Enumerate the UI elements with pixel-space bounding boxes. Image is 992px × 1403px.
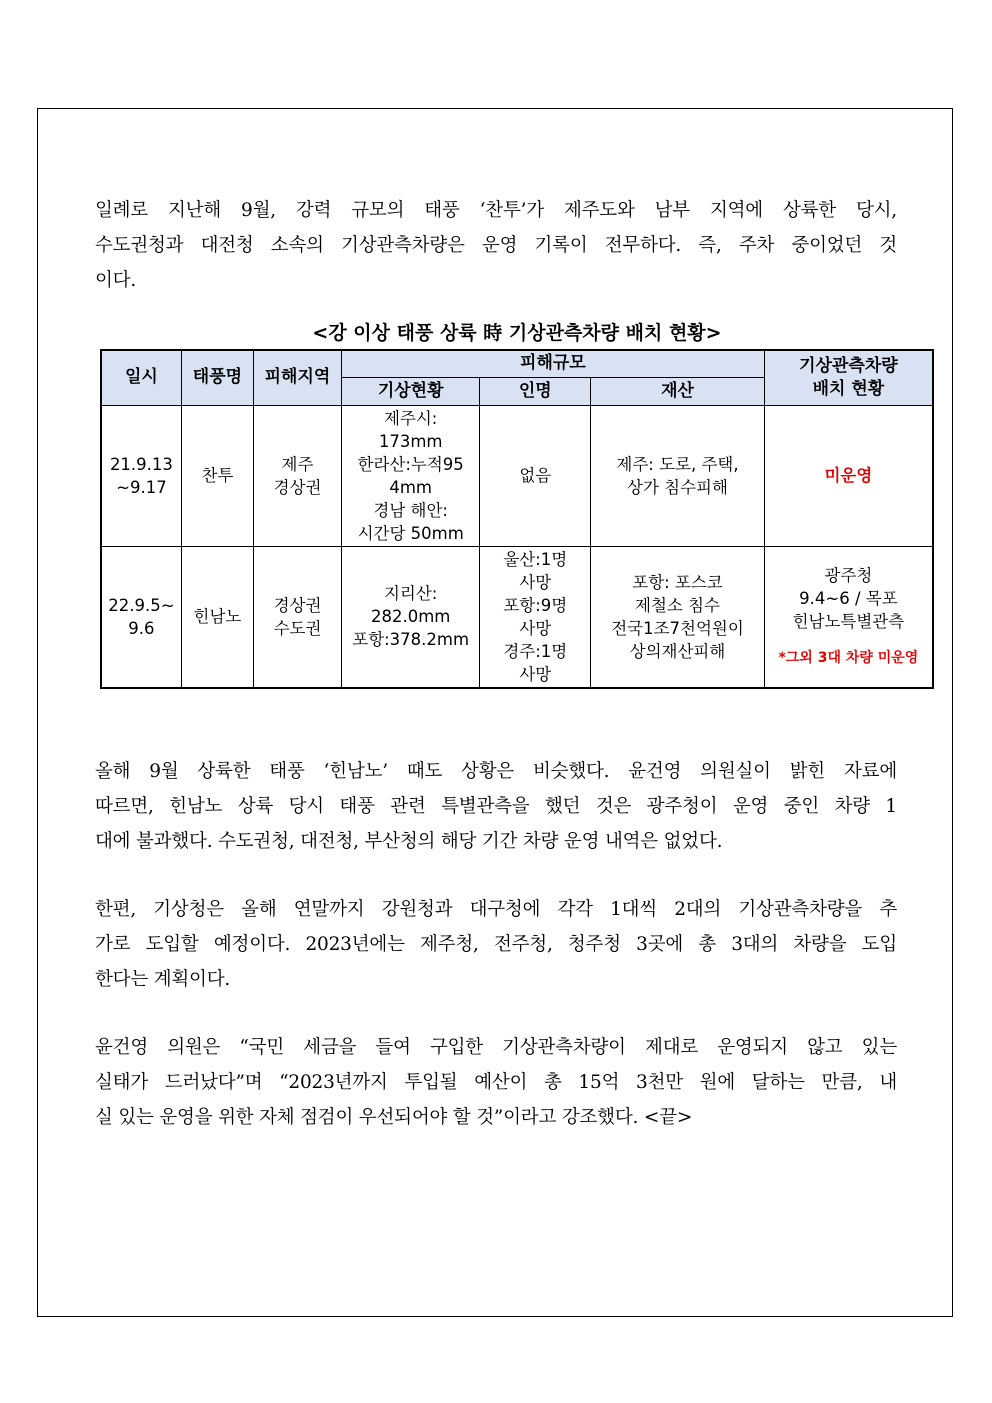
cell-line: 지리산: [383, 584, 438, 604]
cell-date [101, 546, 181, 688]
cell-line: 사망 [519, 572, 552, 592]
cell-line: 사망 [519, 664, 552, 684]
cell-vehicle-status [764, 405, 933, 546]
cell-line: 시간당 50mm [357, 523, 464, 543]
cell-property [591, 405, 765, 546]
cell-region [254, 405, 342, 546]
cell-line: 282.0mm [370, 607, 451, 627]
cell-line: 없음 [519, 466, 552, 485]
cell-line: 상의재산피해 [629, 641, 726, 661]
cell-line: 21.9.13 [109, 454, 173, 474]
text-line: 일례로 지난해 9월, 강력 규모의 태풍 ‘찬투’가 제주도와 남부 지역에 상륙한 당시, [95, 200, 897, 221]
cell-weather [341, 546, 479, 688]
paragraph-2 [95, 754, 897, 859]
header-vehicle-status [764, 350, 933, 405]
cell-property [591, 546, 765, 688]
header-vehicle-line: 배치 현황 [812, 378, 885, 399]
table-row [101, 546, 933, 688]
text-line: 이다. [95, 270, 137, 291]
typhoon-vehicle-table [100, 349, 934, 689]
table-row [101, 405, 933, 546]
text-line: 실태가 드러났다”며 “2023년까지 투입될 예산이 총 15억 3천만 원에 달하는 만큼, 내 [95, 1072, 897, 1093]
cell-line: 포항:9명 [503, 595, 568, 615]
cell-line: 수도권 [273, 618, 322, 638]
cell-casualties [480, 546, 591, 688]
cell-line: 9.6 [128, 618, 155, 638]
not-operated-badge: 미운영 [824, 466, 873, 485]
cell-region [254, 546, 342, 688]
header-typhoon-name: 태풍명 [181, 350, 253, 405]
cell-line: 전국1조7천억원이 [611, 618, 744, 638]
paragraph-1 [95, 193, 897, 298]
cell-line: 한라산:누적95 [357, 454, 464, 474]
cell-date [101, 405, 181, 546]
cell-line: 제주: 도로, 주택, [616, 454, 739, 474]
cell-weather [341, 405, 479, 546]
text-line: 실 있는 운영을 위한 자체 점검이 우선되어야 할 것”이라고 강조했다. <끝> [95, 1107, 693, 1128]
cell-line: 광주청 [824, 565, 873, 585]
cell-casualties [480, 405, 591, 546]
cell-line: 울산:1명 [503, 549, 568, 569]
header-weather: 기상현황 [341, 377, 479, 405]
header-region: 피해지역 [254, 350, 342, 405]
header-damage-scale: 피해규모 [341, 350, 764, 377]
header-vehicle-line: 기상관측차량 [799, 355, 898, 376]
cell-line: 경남 해안: [373, 500, 448, 520]
cell-line: 경상권 [273, 595, 322, 615]
text-line: 한다는 계획이다. [95, 969, 231, 990]
header-casualties: 인명 [480, 377, 591, 405]
cell-line: 경주:1명 [503, 641, 568, 661]
cell-line: 상가 침수피해 [627, 477, 728, 497]
text-line: 한편, 기상청은 올해 연말까지 강원청과 대구청에 각각 1대씩 2대의 기상관측차량을 추 [95, 899, 897, 920]
cell-typhoon-name: 힌남노 [181, 546, 253, 688]
cell-line: ~9.17 [116, 477, 167, 497]
cell-line: 포항:378.2mm [352, 630, 470, 650]
cell-line: 22.9.5~ [108, 595, 175, 615]
cell-line: 제주시: [383, 408, 438, 428]
cell-typhoon-name: 찬투 [181, 405, 253, 546]
table-title: <강 이상 태풍 상륙 時 기상관측차량 배치 현황> [312, 322, 722, 344]
cell-line: 경상권 [273, 477, 322, 497]
text-line: 대에 불과했다. 수도권청, 대전청, 부산청의 해당 기간 차량 운영 내역은 없었다. [95, 831, 723, 852]
cell-line: 제주 [281, 454, 314, 474]
cell-line: 173mm [378, 431, 443, 451]
cell-line: 사망 [519, 618, 552, 638]
cell-line: 힌남노특별관측 [792, 611, 905, 631]
header-property: 재산 [591, 377, 765, 405]
text-line: 따르면, 힌남노 상륙 당시 태풍 관련 특별관측을 했던 것은 광주청이 운영 중인 차량 1 [95, 796, 897, 817]
cell-line: 4mm [389, 477, 432, 497]
text-line: 수도권청과 대전청 소속의 기상관측차량은 운영 기록이 전무하다. 즉, 주차 중이었던 것 [95, 235, 897, 256]
cell-line: 포항: 포스코 [632, 572, 723, 592]
text-line: 올해 9월 상륙한 태풍 ‘힌남노’ 때도 상황은 비슷했다. 윤건영 의원실이 밝힌 자료에 [95, 761, 897, 782]
cell-line: 제철소 침수 [635, 595, 720, 615]
text-line: 가로 도입할 예정이다. 2023년에는 제주청, 전주청, 청주청 3곳에 총 3대의 차량을 도입 [95, 934, 897, 955]
cell-line: 9.4~6 / 목포 [799, 588, 898, 608]
paragraph-4 [95, 1030, 897, 1135]
cell-vehicle-status [764, 546, 933, 688]
paragraph-3 [95, 892, 897, 997]
text-line: 윤건영 의원은 “국민 세금을 들여 구입한 기상관측차량이 제대로 운영되지 않고 있는 [95, 1037, 897, 1058]
header-date: 일시 [101, 350, 181, 405]
vehicle-note: *그외 3대 차량 미운영 [778, 649, 919, 666]
